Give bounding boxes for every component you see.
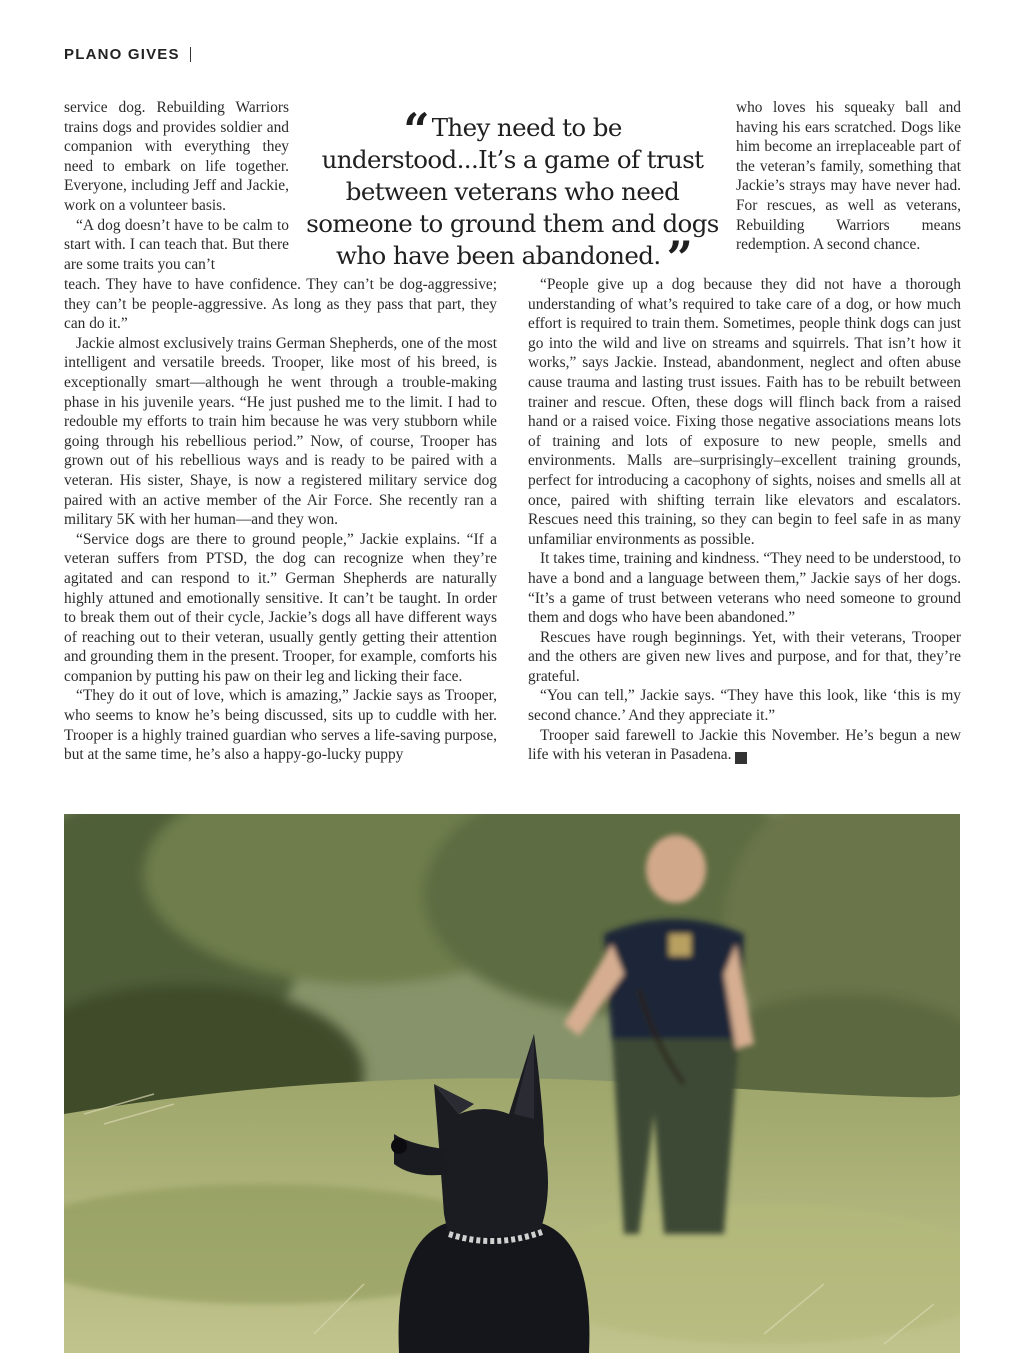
open-quote-mark: “ xyxy=(403,103,426,157)
article-column-right-top xyxy=(736,98,961,255)
paragraph xyxy=(528,726,961,765)
paragraph: Jackie almost exclusively trains German Shepherds, one of the most intelligent and versatile breeds. Trooper, like most of his breed, is exceptionally smart—although he went through a trouble-making phase in his juvenile years. “He just pushed me to the limit. I had to redouble my efforts to train him because he was very stubborn while going through his rebellious period.” Now, of course, Trooper has grown out of his rebellious ways and is ready to be paired with a veteran. His sister, Shaye, is now a registered military service dog paired with an active member of the Air Force. She recently ran a military 5K with her human—and they won. xyxy=(64,334,497,529)
end-mark-icon: P xyxy=(735,752,747,764)
paragraph: service dog. Rebuilding Warriors trains dogs and provides soldier and companion with everything they need to embark on life together. Everyone, including Jeff and Jackie, work on a volunteer basis. xyxy=(64,99,289,214)
close-quote-mark: ” xyxy=(666,231,689,285)
article-column-left-top xyxy=(64,98,289,274)
article-column-right xyxy=(528,275,961,765)
article-column-left xyxy=(64,275,497,765)
paragraph: Rescues have rough beginnings. Yet, with their veterans, Trooper and the others are given new lives and purpose, and for that, they’re grateful. xyxy=(528,628,961,685)
paragraph: It takes time, training and kindness. “They need to be understood, to have a bond and a language between them,” Jackie says of her dogs. “It’s a game of trust between veterans who need someone to ground them and dogs who have been abandoned.” xyxy=(528,550,961,627)
section-header xyxy=(64,46,191,63)
paragraph: teach. They have to have confidence. They can’t be dog-aggressive; they can’t be people-aggressive. As long as they pass that part, they can do it.” xyxy=(64,276,497,333)
closing-text: Trooper said farewell to Jackie this November. He’s begun a new life with his veteran in Pasadena. xyxy=(528,726,961,764)
paragraph: “They do it out of love, which is amazing,” Jackie says as Trooper, who seems to know he’s being discussed, sits up to cuddle with her. Trooper is a highly trained guardian who serves a life-saving purpose, but at the same time, he’s also a happy-go-lucky puppy xyxy=(64,687,497,764)
paragraph: “You can tell,” Jackie says. “They have this look, like ‘this is my second chance.’ And they appreciate it.” xyxy=(528,687,961,725)
paragraph: “Service dogs are there to ground people,” Jackie explains. “If a veteran suffers from PTSD, the dog can recognize when they’re agitated and can respond to it.” German Shepherds are naturally highly attuned and emotionally sensitive. It can’t be taught. In order to break them out of their cycle, Jackie’s dogs all have different ways of reaching out to their veteran, usually gently getting their attention and grounding them in the present. Trooper, for example, comforts his companion by putting his paw on their leg and licking their face. xyxy=(64,530,497,685)
pull-quote xyxy=(305,103,720,285)
paragraph: “A dog doesn’t have to be calm to start with. I can teach that. But there are some traits you can’t xyxy=(64,216,289,273)
article-photo xyxy=(64,814,960,1353)
section-title: PLANO GIVES xyxy=(64,46,180,63)
dog-and-trainer-illustration xyxy=(64,814,960,1353)
paragraph: “People give up a dog because they did not have a thorough understanding of what’s required to take care of a dog, or how much effort is required to train them. Sometimes, people think dogs can just go into the wild and live on streams and squirrels. That isn’t how it works,” says Jackie. Instead, abandonment, neglect and often abuse cause trauma and lasting trust issues. Faith has to be rebuilt between trainer and rescue. Often, these dogs will flinch back from a raised hand or a raised voice. Fixing those negative associations means lots of training and lots of exposure to new people, smells and environments. Malls are–surprisingly–excellent training grounds, perfect for introducing a cacophony of sights, noises and smells all at once, paired with shifting terrain like elevators and escalators. Rescues need this training, so they can begin to feel safe in as many unfamiliar environments as possible. xyxy=(528,276,961,548)
header-divider xyxy=(190,47,191,62)
pull-quote-text: They need to be understood...It’s a game of trust between veterans who need someone to ground them and dogs who have been abandoned. xyxy=(306,113,719,270)
paragraph: who loves his squeaky ball and having his ears scratched. Dogs like him become an irreplaceable part of the veteran’s family, something that Jackie’s strays may have never had. For rescues, as well as veterans, Rebuilding Warriors means redemption. A second chance. xyxy=(736,99,961,254)
